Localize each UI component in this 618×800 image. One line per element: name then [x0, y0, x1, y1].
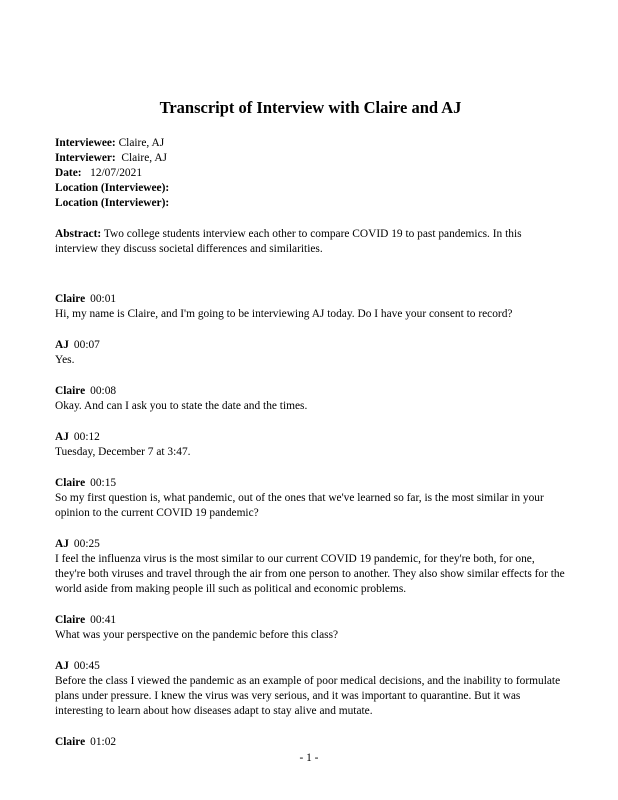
meta-location-interviewer [55, 196, 566, 211]
timestamp: 00:25 [73, 538, 100, 550]
abstract-label: Abstract: [55, 228, 102, 240]
timestamp: 00:08 [90, 385, 117, 397]
meta-value: Claire, AJ [121, 152, 167, 164]
utterance-text: So my first question is, what pandemic, out of the ones that we've learned so far, is the most similar in your opinion to the current COVID 19 pandemic? [55, 492, 544, 519]
metadata-block [55, 136, 566, 211]
abstract-text: Two college students interview each other to compare COVID 19 to past pandemics. In this interview they discuss societal differences and similarities. [55, 228, 522, 255]
meta-label: Location (Interviewee): [55, 182, 170, 194]
timestamp: 00:41 [90, 614, 117, 626]
transcript-entry [55, 659, 566, 719]
meta-value: Claire, AJ [118, 137, 165, 149]
transcript-entry [55, 613, 566, 643]
transcript-entry [55, 537, 566, 597]
meta-date [55, 166, 566, 181]
transcript-entry [55, 735, 566, 750]
transcript-entry [55, 476, 566, 521]
utterance-text: What was your perspective on the pandemic before this class? [55, 629, 339, 641]
speaker-name: Claire [55, 385, 86, 397]
speaker-name: Claire [55, 614, 86, 626]
speaker-name: AJ [55, 339, 69, 351]
timestamp: 00:15 [90, 477, 117, 489]
document-content [55, 98, 566, 766]
utterance-text: I feel the influenza virus is the most similar to our current COVID 19 pandemic, for they're both, for one, they're both viruses and travel through the air from one person to another. They also show similar effects for the world aside from making people ill such as political and economic problems. [55, 553, 565, 595]
utterance-text: Tuesday, December 7 at 3:47. [55, 446, 191, 458]
utterance-text: Okay. And can I ask you to state the date and the times. [55, 400, 308, 412]
transcript-entry [55, 338, 566, 368]
speaker-name: AJ [55, 538, 69, 550]
timestamp: 00:45 [73, 660, 100, 672]
meta-interviewee [55, 136, 566, 151]
timestamp: 00:07 [73, 339, 100, 351]
utterance-text: Hi, my name is Claire, and I'm going to be interviewing AJ today. Do I have your consent to record? [55, 308, 513, 320]
speaker-name: AJ [55, 660, 69, 672]
meta-label: Date: [55, 167, 82, 179]
meta-interviewer [55, 151, 566, 166]
speaker-name: Claire [55, 477, 86, 489]
abstract [55, 227, 566, 257]
transcript-entry [55, 384, 566, 414]
meta-location-interviewee [55, 181, 566, 196]
page-number: - 1 - [299, 752, 319, 764]
utterance-text: Before the class I viewed the pandemic as an example of poor medical decisions, and the inability to formulate plans under pressure. I knew the virus was very serious, and it was important to quarantine. But it was interesting to learn about how diseases adapt to stay alive and mutate. [55, 675, 561, 717]
transcript-entry [55, 430, 566, 460]
transcript-entry [55, 292, 566, 322]
transcript [55, 292, 566, 750]
meta-value: 12/07/2021 [90, 167, 143, 179]
meta-label: Location (Interviewer): [55, 197, 170, 209]
timestamp: 00:12 [73, 431, 100, 443]
speaker-name: AJ [55, 431, 69, 443]
meta-label: Interviewee: [55, 137, 116, 149]
meta-label: Interviewer: [55, 152, 116, 164]
timestamp: 01:02 [90, 736, 117, 748]
page-title: Transcript of Interview with Claire and AJ [159, 98, 462, 117]
timestamp: 00:01 [90, 293, 117, 305]
utterance-text: Yes. [55, 354, 75, 366]
speaker-name: Claire [55, 736, 86, 748]
speaker-name: Claire [55, 293, 86, 305]
